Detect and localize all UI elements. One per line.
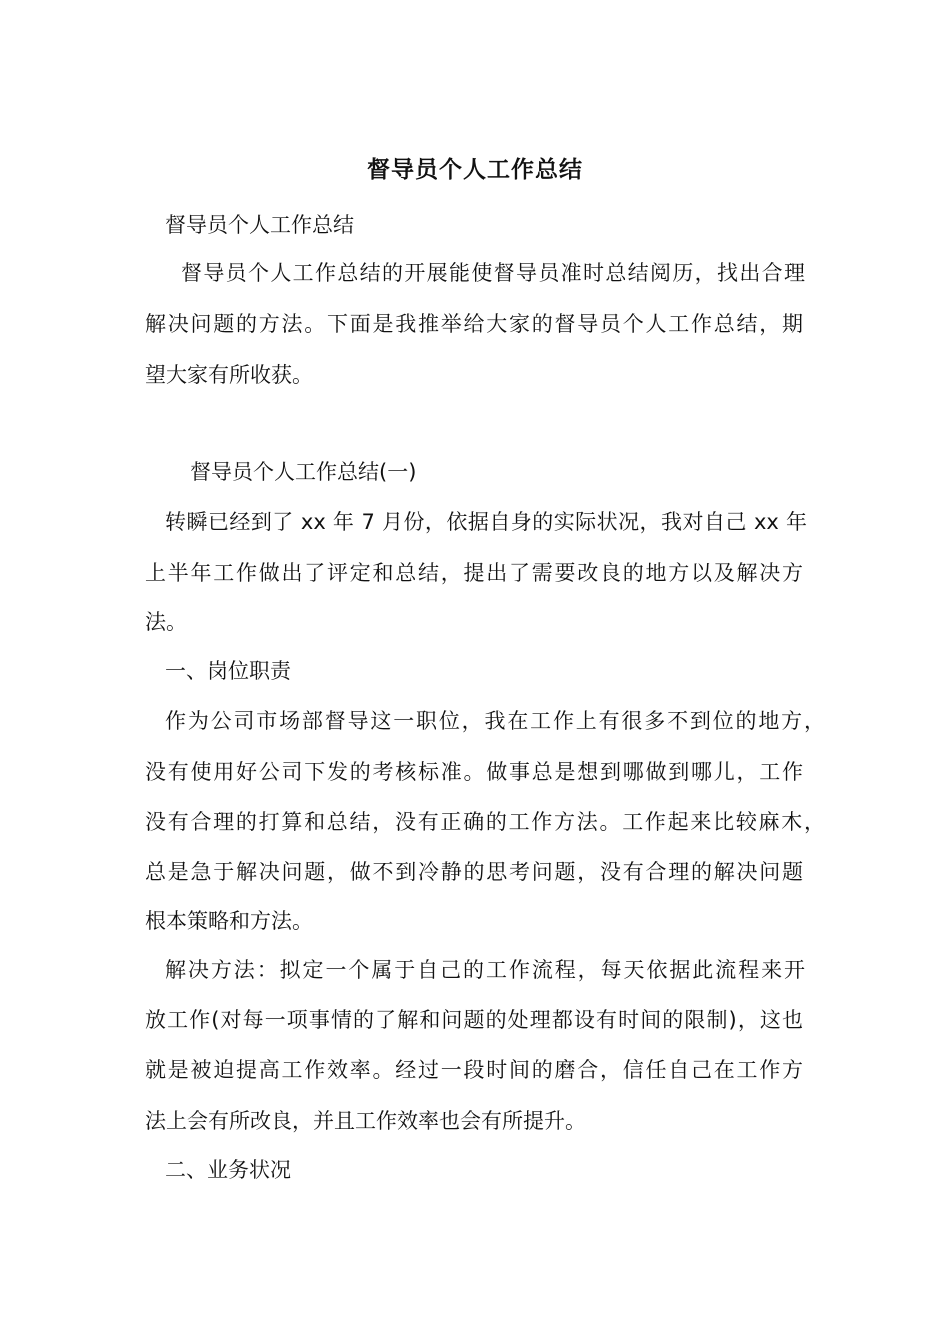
section-heading: 督导员个人工作总结(一) <box>190 460 417 484</box>
paragraph-line: 督导员个人工作总结的开展能使督导员准时总结阅历，找出合理 <box>181 261 805 285</box>
paragraph-line: 解决方法：拟定一个属于自己的工作流程，每天依据此流程来开 <box>165 958 805 982</box>
document-title: 督导员个人工作总结 <box>367 157 583 183</box>
paragraph-line: 没有合理的打算和总结，没有正确的工作方法。工作起来比较麻木， <box>145 810 825 834</box>
paragraph-line: 望大家有所收获。 <box>145 363 313 387</box>
paragraph-line: 放工作(对每一项事情的了解和问题的处理都设有时间的限制)，这也 <box>145 1008 803 1032</box>
paragraph-line: 没有使用好公司下发的考核标准。做事总是想到哪做到哪儿，工作 <box>145 760 803 784</box>
paragraph-line: 法。 <box>145 610 187 634</box>
paragraph-line: 就是被迫提高工作效率。经过一段时间的磨合，信任自己在工作方 <box>145 1058 803 1082</box>
intro-subtitle: 督导员个人工作总结 <box>165 213 354 237</box>
paragraph-line: 上半年工作做出了评定和总结，提出了需要改良的地方以及解决方 <box>145 561 803 585</box>
paragraph-line: 转瞬已经到了 xx 年 7 月份，依据自身的实际状况，我对自己 xx 年 <box>165 510 807 534</box>
paragraph-line: 总是急于解决问题，做不到冷静的思考问题，没有合理的解决问题 <box>145 860 803 884</box>
section-heading: 二、业务状况 <box>165 1158 291 1182</box>
paragraph-line: 作为公司市场部督导这一职位，我在工作上有很多不到位的地方， <box>165 709 825 733</box>
paragraph-line: 解决问题的方法。下面是我推举给大家的督导员个人工作总结，期 <box>145 312 803 336</box>
paragraph-line: 法上会有所改良，并且工作效率也会有所提升。 <box>145 1109 586 1133</box>
section-heading: 一、岗位职责 <box>165 659 291 683</box>
paragraph-line: 根本策略和方法。 <box>145 909 313 933</box>
